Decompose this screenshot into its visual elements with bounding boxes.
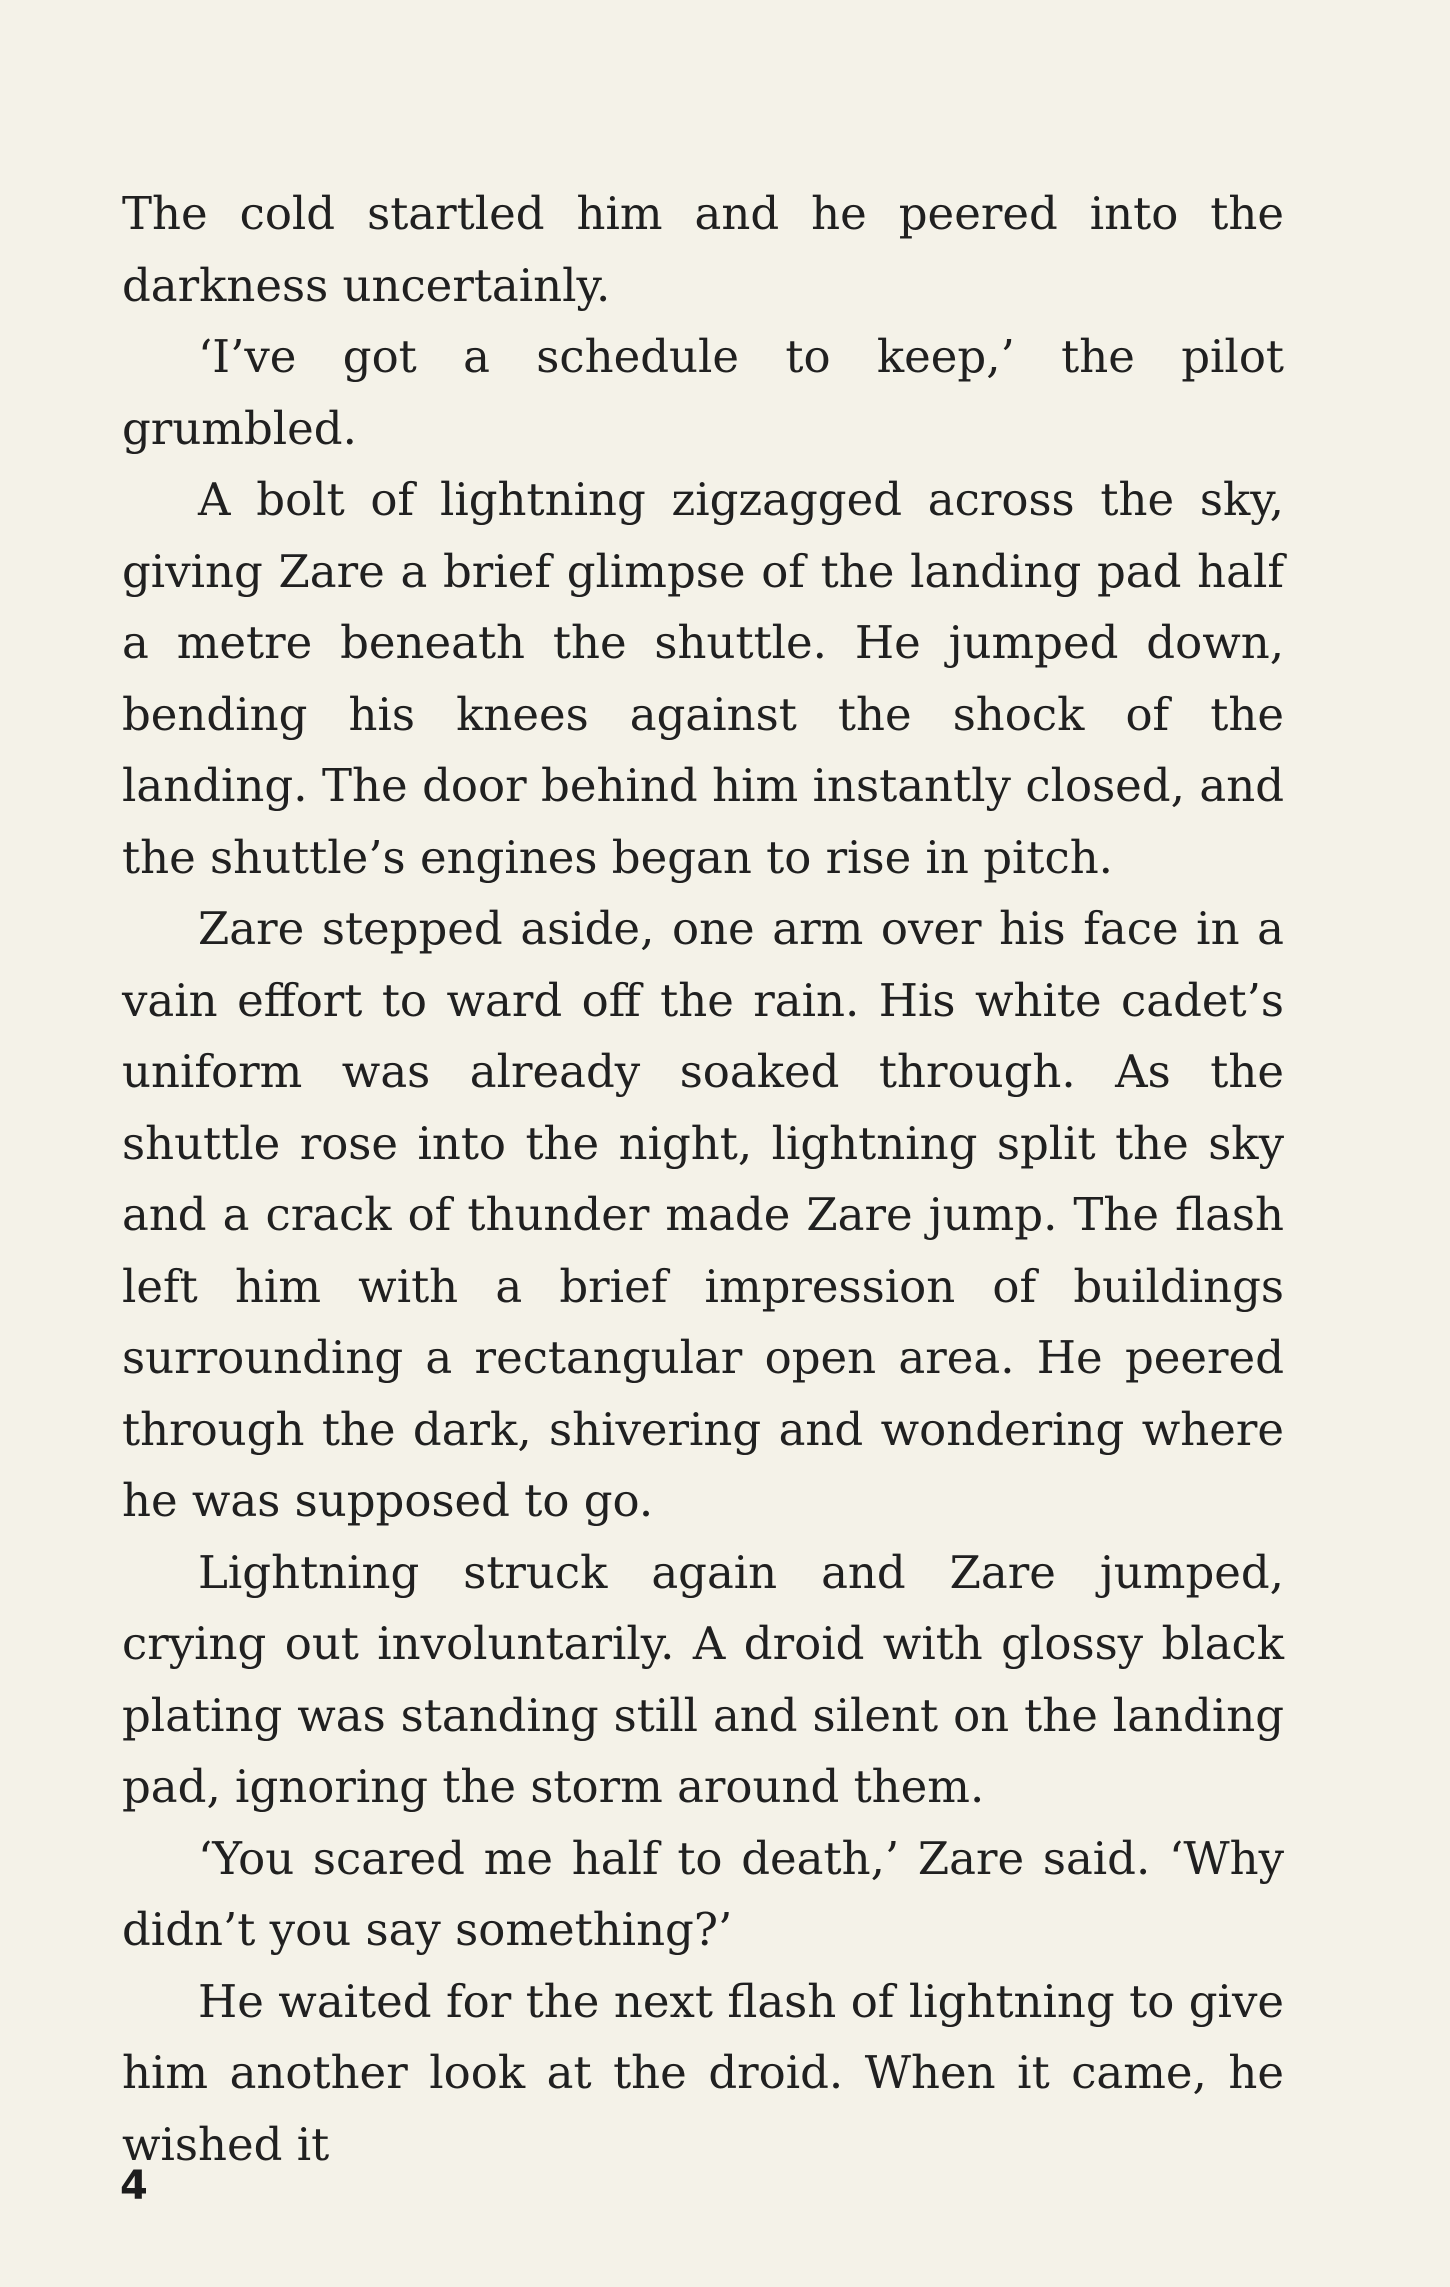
paragraph-2: ‘I’ve got a schedule to keep,’ the pilot grumbled. <box>122 330 1284 455</box>
paragraph-1: The cold startled him and he peered into the darkness uncertainly. <box>122 187 1284 312</box>
paragraph-4: Zare stepped aside, one arm over his face in a vain effort to ward off the rain. His white cadet’s uniform was already soaked through. As the shuttle rose into the night, lightning split the sky and a crack of thunder made Zare jump. The flash left him with a brief impression of buildings surrounding a rectangular open area. He peered through the dark, shivering and wondering where he was supposed to go. <box>122 902 1284 1527</box>
paragraph-6: ‘You scared me half to death,’ Zare said. ‘Why didn’t you say something?’ <box>122 1831 1284 1956</box>
page-number: 4 <box>120 2163 148 2209</box>
paragraph-5: Lightning struck again and Zare jumped, crying out involuntarily. A droid with glossy black plating was standing still and silent on the landing pad, ignoring the storm around them. <box>122 1545 1284 1813</box>
paragraph-3: A bolt of lightning zigzagged across the sky, giving Zare a brief glimpse of the landing pad half a metre beneath the shuttle. He jumped down, bending his knees against the shock of the landing. The door behind him instantly closed, and the shuttle’s engines began to rise in pitch. <box>122 473 1284 884</box>
paragraph-7: He waited for the next flash of lightning to give him another look at the droid. When it came, he wished it <box>122 1974 1284 2171</box>
body-text <box>122 178 1284 2180</box>
